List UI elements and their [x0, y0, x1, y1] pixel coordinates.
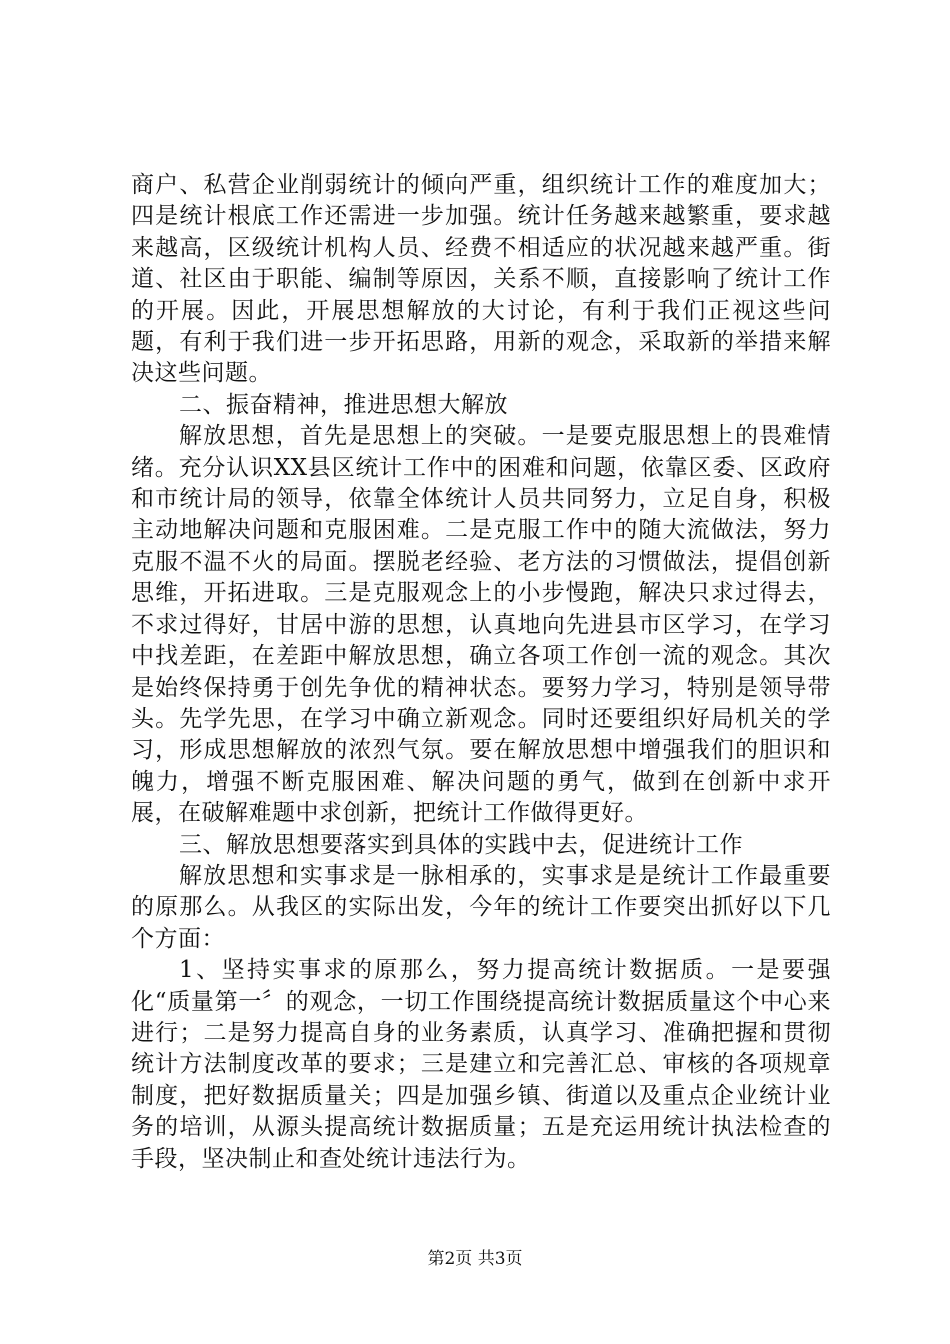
section-heading: 二、振奋精神，推进思想大解放: [179, 391, 508, 418]
page-number: 第2页 共3页: [427, 1249, 523, 1269]
paragraph: 1、坚持实事求的原那么，努力提高统计数据质。一是要强化“质量第一〞的观念，一切工作围绕提高统计数据质量这个中心来进行；二是努力提高自身的业务素质，认真学习、准确把握和贯彻统计方法制度改革的要求；三是建立和完善汇总、审核的各项规章制度，把好数据质量关；四是加强乡镇、街道以及重点企业统计业务的培训，从源头提高统计数据质量；五是充运用统计执法检查的手段，坚决制止和查处统计违法行为。: [131, 957, 831, 1172]
paragraph: 解放思想和实事求是一脉相承的，实事求是是统计工作最重要的原那么。从我区的实际出发，今年的统计工作要突出抓好以下几个方面：: [131, 862, 831, 952]
section-heading: 三、解放思想要落实到具体的实践中去，促进统计工作: [179, 831, 743, 858]
paragraph: 解放思想，首先是思想上的突破。一是要克服思想上的畏难情绪。充分认识XX县区统计工作中的困难和问题，依靠区委、区政府和市统计局的领导，依靠全体统计人员共同努力，立足自身，积极主动地解决问题和克服困难。二是克服工作中的随大流做法，努力克服不温不火的局面。摆脱老经验、老方法的习惯做法，提倡创新思维，开拓进取。三是克服观念上的小步慢跑，解决只求过得去，不求过得好，甘居中游的思想，认真地向先进县市区学习，在学习中找差距，在差距中解放思想，确立各项工作创一流的观念。其次是始终保持勇于创先争优的精神状态。要努力学习，特别是领导带头。先学先思，在学习中确立新观念。同时还要组织好局机关的学习，形成思想解放的浓烈气氛。要在解放思想中增强我们的胆识和魄力，增强不断克服困难、解决问题的勇气，做到在创新中求开展，在破解难题中求创新，把统计工作做得更好。: [131, 423, 831, 827]
paragraph: 商户、私营企业削弱统计的倾向严重，组织统计工作的难度加大；四是统计根底工作还需进一步加强。统计任务越来越繁重，要求越来越高，区级统计机构人员、经费不相适应的状况越来越严重。街道、社区由于职能、编制等原因，关系不顺，直接影响了统计工作的开展。因此，开展思想解放的大讨论，有利于我们正视这些问题，有利于我们进一步开拓思路，用新的观念，采取新的举措来解决这些问题。: [131, 172, 831, 387]
document-body: [131, 170, 831, 1175]
